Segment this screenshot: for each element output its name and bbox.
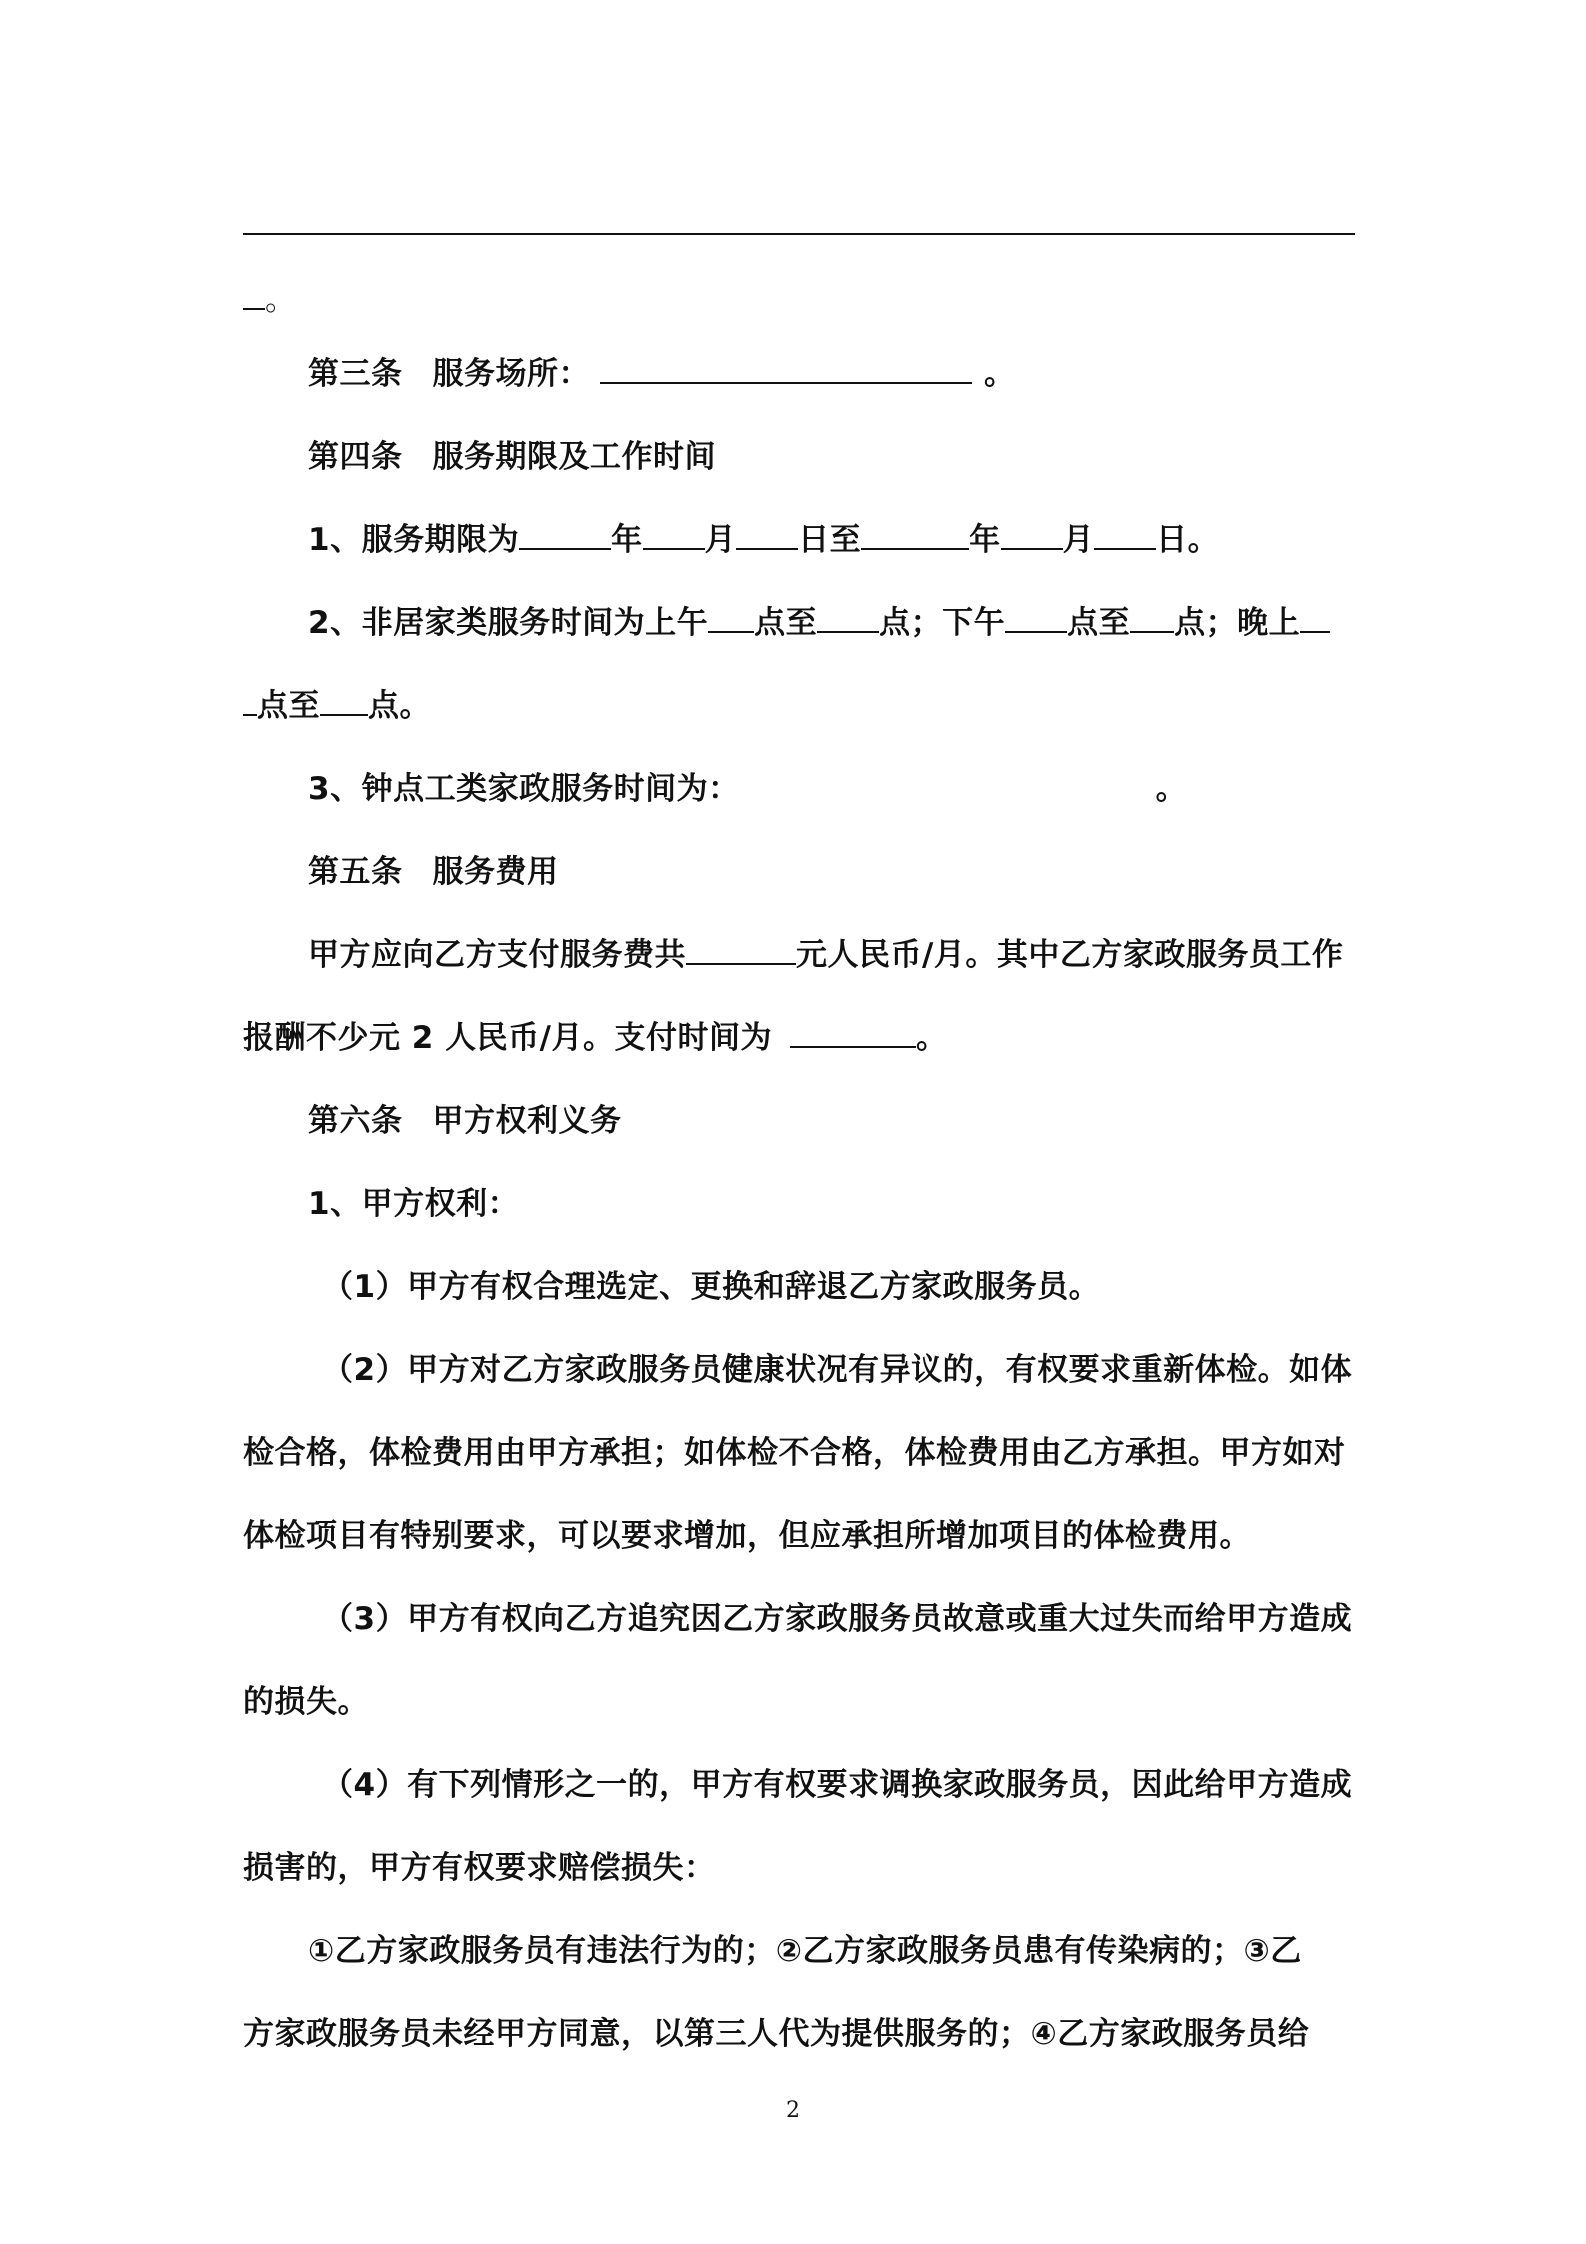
article-heading: 第三条	[308, 356, 403, 392]
text-line: （4）有下列情形之一的，甲方有权要求调换家政服务员，因此给甲方造成	[322, 1767, 1353, 1803]
blank-field	[243, 684, 257, 716]
text-line: （3）甲方有权向乙方追究因乙方家政服务员故意或重大过失而给甲方造成	[322, 1601, 1353, 1637]
blank-field	[643, 518, 705, 550]
blank-field	[519, 518, 611, 550]
text-line: 1、服务期限为 年 月 日至 年 月 日。	[308, 518, 1355, 562]
blank-field	[861, 518, 969, 550]
text-line: 甲方应向乙方支付服务费共 元人民币/月。其中乙方家政服务员工作	[308, 933, 1355, 977]
page-number: 2	[786, 2098, 800, 2123]
text-line: （2）甲方对乙方家政服务员健康状况有异议的，有权要求重新体检。如体	[322, 1352, 1353, 1388]
text-line: 1、甲方权利：	[308, 1186, 520, 1222]
blank-field	[1130, 601, 1174, 633]
blank-field	[736, 518, 798, 550]
blank-field	[817, 601, 879, 633]
text-line: 报酬不少元 2 人民币/月。支付时间为 。	[243, 1016, 1355, 1060]
text-line: 2、非居家类服务时间为上午 点至 点；下午 点至 点；晚上	[308, 601, 1355, 645]
text-line: 体检项目有特别要求，可以要求增加，但应承担所增加项目的体检费用。	[243, 1518, 1251, 1554]
blank-field	[686, 933, 796, 965]
article-6-line: 第六条 甲方权利义务	[308, 1103, 622, 1139]
blank-field	[243, 278, 265, 310]
text-line: （1）甲方有权合理选定、更换和辞退乙方家政服务员。	[322, 1269, 1101, 1305]
text-line: 。	[243, 278, 1355, 322]
text-line: 点至 点。	[243, 684, 1355, 728]
article-heading: 第六条	[308, 1103, 403, 1139]
text-line: 3、钟点工类家政服务时间为： 。	[308, 771, 1188, 807]
blank-field	[600, 352, 972, 384]
article-3-line: 第三条 服务场所： 。	[308, 352, 1355, 396]
blank-field	[1300, 601, 1330, 633]
text-line: 的损失。	[243, 1684, 369, 1720]
blank-field	[320, 684, 368, 716]
article-5-line: 第五条 服务费用	[308, 854, 559, 890]
article-heading: 第四条	[308, 439, 403, 475]
article-heading: 第五条	[308, 854, 403, 890]
text-line: 检合格，体检费用由甲方承担；如体检不合格，体检费用由乙方承担。甲方如对	[243, 1435, 1346, 1471]
text-line: 方家政服务员未经甲方同意，以第三人代为提供服务的；④乙方家政服务员给	[243, 2016, 1310, 2052]
article-4-line: 第四条 服务期限及工作时间	[308, 439, 716, 475]
text-line: 损害的，甲方有权要求赔偿损失：	[243, 1850, 716, 1886]
blank-field	[708, 601, 754, 633]
blank-field	[1094, 518, 1156, 550]
blank-field	[1005, 601, 1067, 633]
fill-in-line	[243, 233, 1355, 235]
blank-field	[1001, 518, 1063, 550]
text-line: ①乙方家政服务员有违法行为的；②乙方家政服务员患有传染病的；③乙	[308, 1933, 1302, 1969]
blank-field	[790, 1016, 916, 1048]
